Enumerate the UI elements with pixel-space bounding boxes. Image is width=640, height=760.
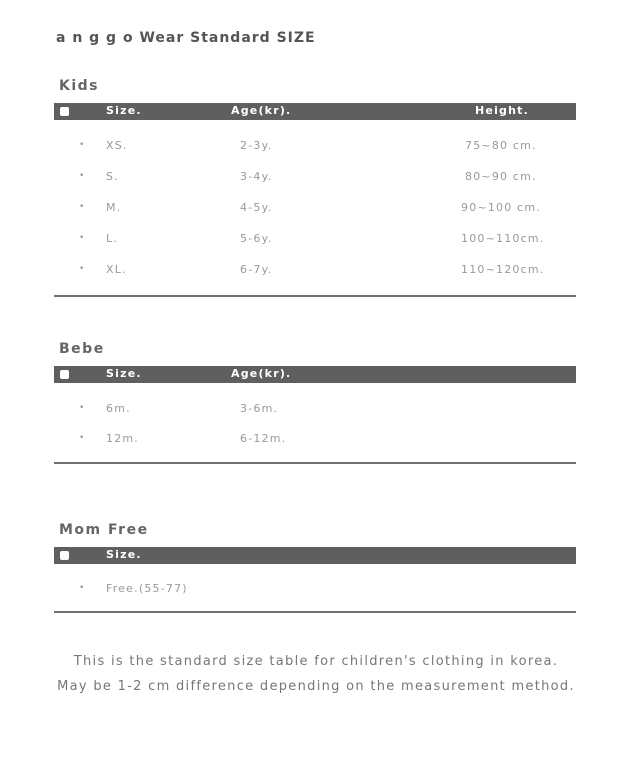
table-row <box>54 199 576 219</box>
cell-size: M. <box>106 201 122 214</box>
bullet-icon: • <box>79 433 85 443</box>
square-icon <box>60 551 69 560</box>
note-line-1: This is the standard size table for children's clothing in korea. <box>73 654 559 669</box>
header-size: Size. <box>106 548 142 561</box>
cell-age: 6-7y. <box>240 263 273 276</box>
page-title: a n g g o Wear Standard SIZE <box>56 30 316 46</box>
header-size: Size. <box>106 104 142 117</box>
header-age: Age(kr). <box>231 367 292 380</box>
bullet-icon: • <box>79 233 85 243</box>
bullet-icon: • <box>79 403 85 413</box>
kids-divider <box>54 295 576 297</box>
cell-size: Free.(55-77) <box>106 582 188 595</box>
bullet-icon: • <box>79 583 85 593</box>
cell-size: XS. <box>106 139 128 152</box>
table-row <box>54 168 576 188</box>
table-row <box>54 230 576 250</box>
cell-size: 12m. <box>106 432 140 445</box>
cell-size: 6m. <box>106 402 131 415</box>
square-icon <box>60 370 69 379</box>
note-line-2: May be 1-2 cm difference depending on the measurement method. <box>57 679 575 694</box>
cell-age: 6-12m. <box>240 432 287 445</box>
mom-section-title: Mom Free <box>59 522 149 538</box>
cell-height: 75~80 cm. <box>465 139 537 152</box>
square-icon <box>60 107 69 116</box>
cell-age: 4-5y. <box>240 201 273 214</box>
bullet-icon: • <box>79 171 85 181</box>
table-row <box>54 430 576 450</box>
bullet-icon: • <box>79 202 85 212</box>
kids-table-header <box>54 103 576 120</box>
cell-size: S. <box>106 170 119 183</box>
cell-age: 2-3y. <box>240 139 273 152</box>
table-row <box>54 137 576 157</box>
cell-height: 80~90 cm. <box>465 170 537 183</box>
bebe-table-header <box>54 366 576 383</box>
cell-size: L. <box>106 232 119 245</box>
mom-table-header <box>54 547 576 564</box>
cell-age: 3-4y. <box>240 170 273 183</box>
bullet-icon: • <box>79 140 85 150</box>
header-size: Size. <box>106 367 142 380</box>
table-row <box>54 261 576 281</box>
table-row <box>54 400 576 420</box>
cell-height: 90~100 cm. <box>461 201 541 214</box>
cell-size: XL. <box>106 263 127 276</box>
mom-divider <box>54 611 576 613</box>
cell-height: 100~110cm. <box>461 232 545 245</box>
header-height: Height. <box>475 104 529 117</box>
header-age: Age(kr). <box>231 104 292 117</box>
cell-age: 3-6m. <box>240 402 279 415</box>
bullet-icon: • <box>79 264 85 274</box>
kids-section-title: Kids <box>59 78 100 94</box>
table-row <box>54 580 576 600</box>
cell-height: 110~120cm. <box>461 263 545 276</box>
bebe-section-title: Bebe <box>59 341 105 357</box>
bebe-divider <box>54 462 576 464</box>
cell-age: 5-6y. <box>240 232 273 245</box>
